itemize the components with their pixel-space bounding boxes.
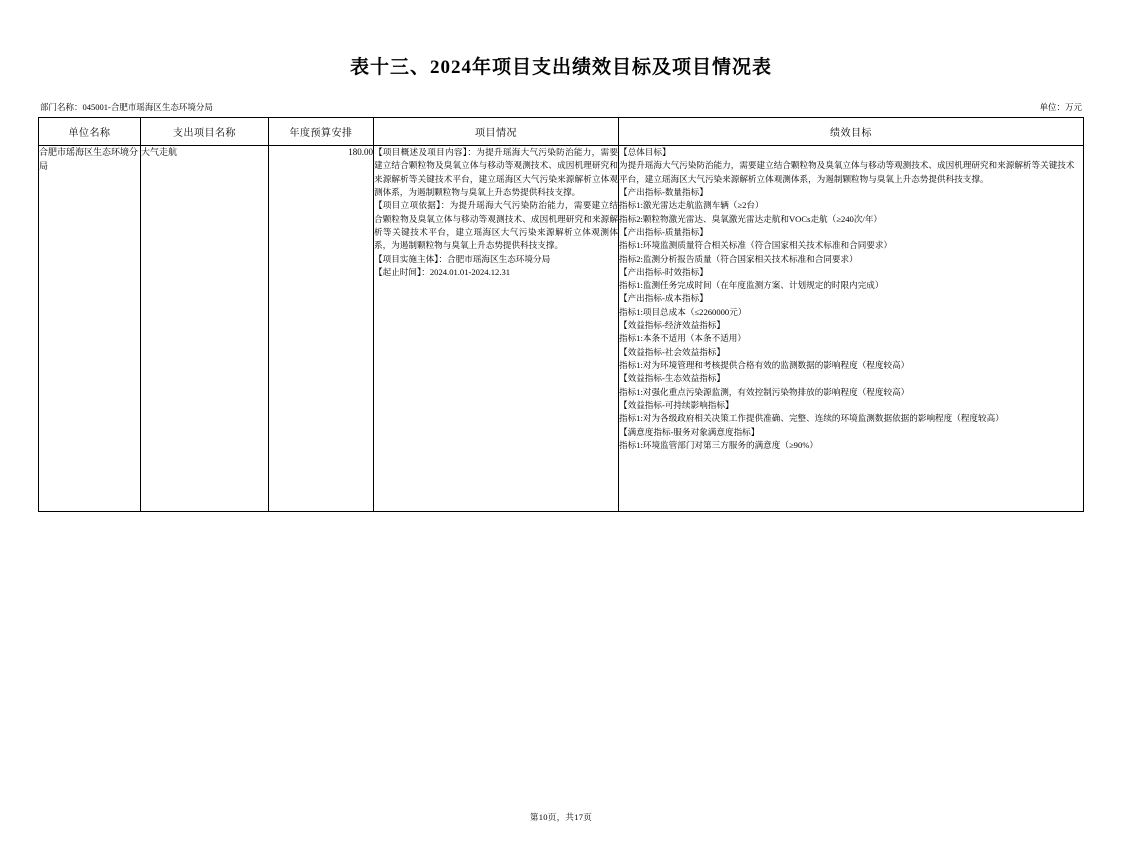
performance-goal-table — [38, 117, 1084, 512]
cell-performance-goal — [619, 146, 1084, 512]
goal-line: 指标1:环境监管部门对第三方服务的满意度（≥90%） — [619, 439, 819, 450]
goal-line: 指标1:项目总成本（≤2260000元） — [619, 306, 747, 317]
goal-line: 指标1:对为各级政府相关决策工作提供准确、完整、连续的环境监测数据依据的影响程度（程度较高） — [619, 413, 1004, 424]
goal-line: 指标1:本条不适用（本条不适用） — [619, 333, 746, 344]
document-meta — [38, 101, 1084, 113]
unit-label: 单位：万元 — [1039, 102, 1082, 112]
goal-line: 指标2:监测分析报告质量（符合国家相关技术标准和合同要求） — [619, 253, 858, 264]
column-header-budget: 年度预算安排 — [269, 118, 374, 146]
cell-budget: 180.00 — [269, 146, 374, 512]
goal-line: 指标1:环境监测质量符合相关标准（符合国家相关技术标准和合同要求） — [619, 240, 893, 251]
goal-line: 【产出指标-时效指标】 — [619, 266, 708, 277]
cell-project-info — [374, 146, 619, 512]
goal-line: 【产出指标-质量指标】 — [619, 226, 708, 237]
cell-unit-name: 合肥市瑶海区生态环境分局 — [39, 146, 141, 512]
goal-line: 【总体目标】 — [619, 147, 671, 157]
column-header-performance-goal: 绩效目标 — [619, 118, 1084, 146]
column-header-item-name: 支出项目名称 — [141, 118, 269, 146]
column-header-project-info: 项目情况 — [374, 118, 619, 146]
project-info-paragraph: 【起止时间】：2024.01.01-2024.12.31 — [374, 266, 511, 277]
goal-line: 指标1:监测任务完成时间（在年度监测方案、计划规定的时限内完成） — [619, 280, 884, 291]
page-footer: 第10页，共17页 — [529, 812, 593, 822]
goal-line: 【效益指标-社会效益指标】 — [619, 346, 725, 357]
table-row — [39, 146, 1084, 512]
project-info-paragraph: 【项目立项依据】：为提升瑶海大气污染防治能力，需要建立结合颗粒物及臭氧立体与移动等观测技术、成因机理研究和来源解析等关键技术平台，建立瑶海区大气污染来源解析立体观测体系，为遏制颗粒物与臭氧上升态势提供科技支撑。 — [374, 200, 618, 251]
project-info-paragraph: 【项目实施主体】：合肥市瑶海区生态环境分局 — [374, 253, 551, 264]
goal-line: 指标1:对强化重点污染源监测，有效控制污染物排放的影响程度（程度较高） — [619, 386, 910, 397]
column-header-unit-name: 单位名称 — [39, 118, 141, 146]
goal-line: 【效益指标-可持续影响指标】 — [619, 399, 734, 410]
table-header-row — [39, 118, 1084, 146]
goal-line: 【产出指标-数量指标】 — [619, 186, 708, 197]
goal-line: 【效益指标-生态效益指标】 — [619, 373, 725, 384]
goal-line: 【效益指标-经济效益指标】 — [619, 320, 725, 331]
goal-line: 【产出指标-成本指标】 — [619, 293, 708, 304]
document-page — [0, 52, 1122, 845]
goal-line: 指标1:激光雷达走航监测车辆（≥2台） — [619, 200, 764, 211]
goal-line: 指标2:颗粒物激光雷达、臭氧激光雷达走航和VOCs走航（≥240次/年） — [619, 213, 883, 224]
project-info-paragraph: 【项目概述及项目内容】：为提升瑶海大气污染防治能力，需要建立结合颗粒物及臭氧立体与移动等观测技术、成因机理研究和来源解析等关键技术平台，建立瑶海区大气污染来源解析立体观测体系，为遏制颗粒物与臭氧上升态势提供科技支撑。 — [374, 147, 618, 197]
page-title: 表十三、2024年项目支出绩效目标及项目情况表 — [349, 57, 772, 78]
goal-line: 指标1:对为环境管理和考核提供合格有效的监测数据的影响程度（程度较高） — [619, 360, 910, 370]
cell-item-name: 大气走航 — [141, 146, 269, 512]
department-label: 部门名称：045001-合肥市瑶海区生态环境分局 — [40, 102, 213, 112]
goal-line: 为提升瑶海大气污染防治能力，需要建立结合颗粒物及臭氧立体与移动等观测技术、成因机理研究和来源解析等关键技术平台，建立瑶海区大气污染来源解析立体观测体系，为遏制颗粒物与臭氧上升态势提供科技支撑。 — [619, 160, 1075, 184]
goal-line: 【满意度指标-服务对象满意度指标】 — [619, 426, 760, 437]
